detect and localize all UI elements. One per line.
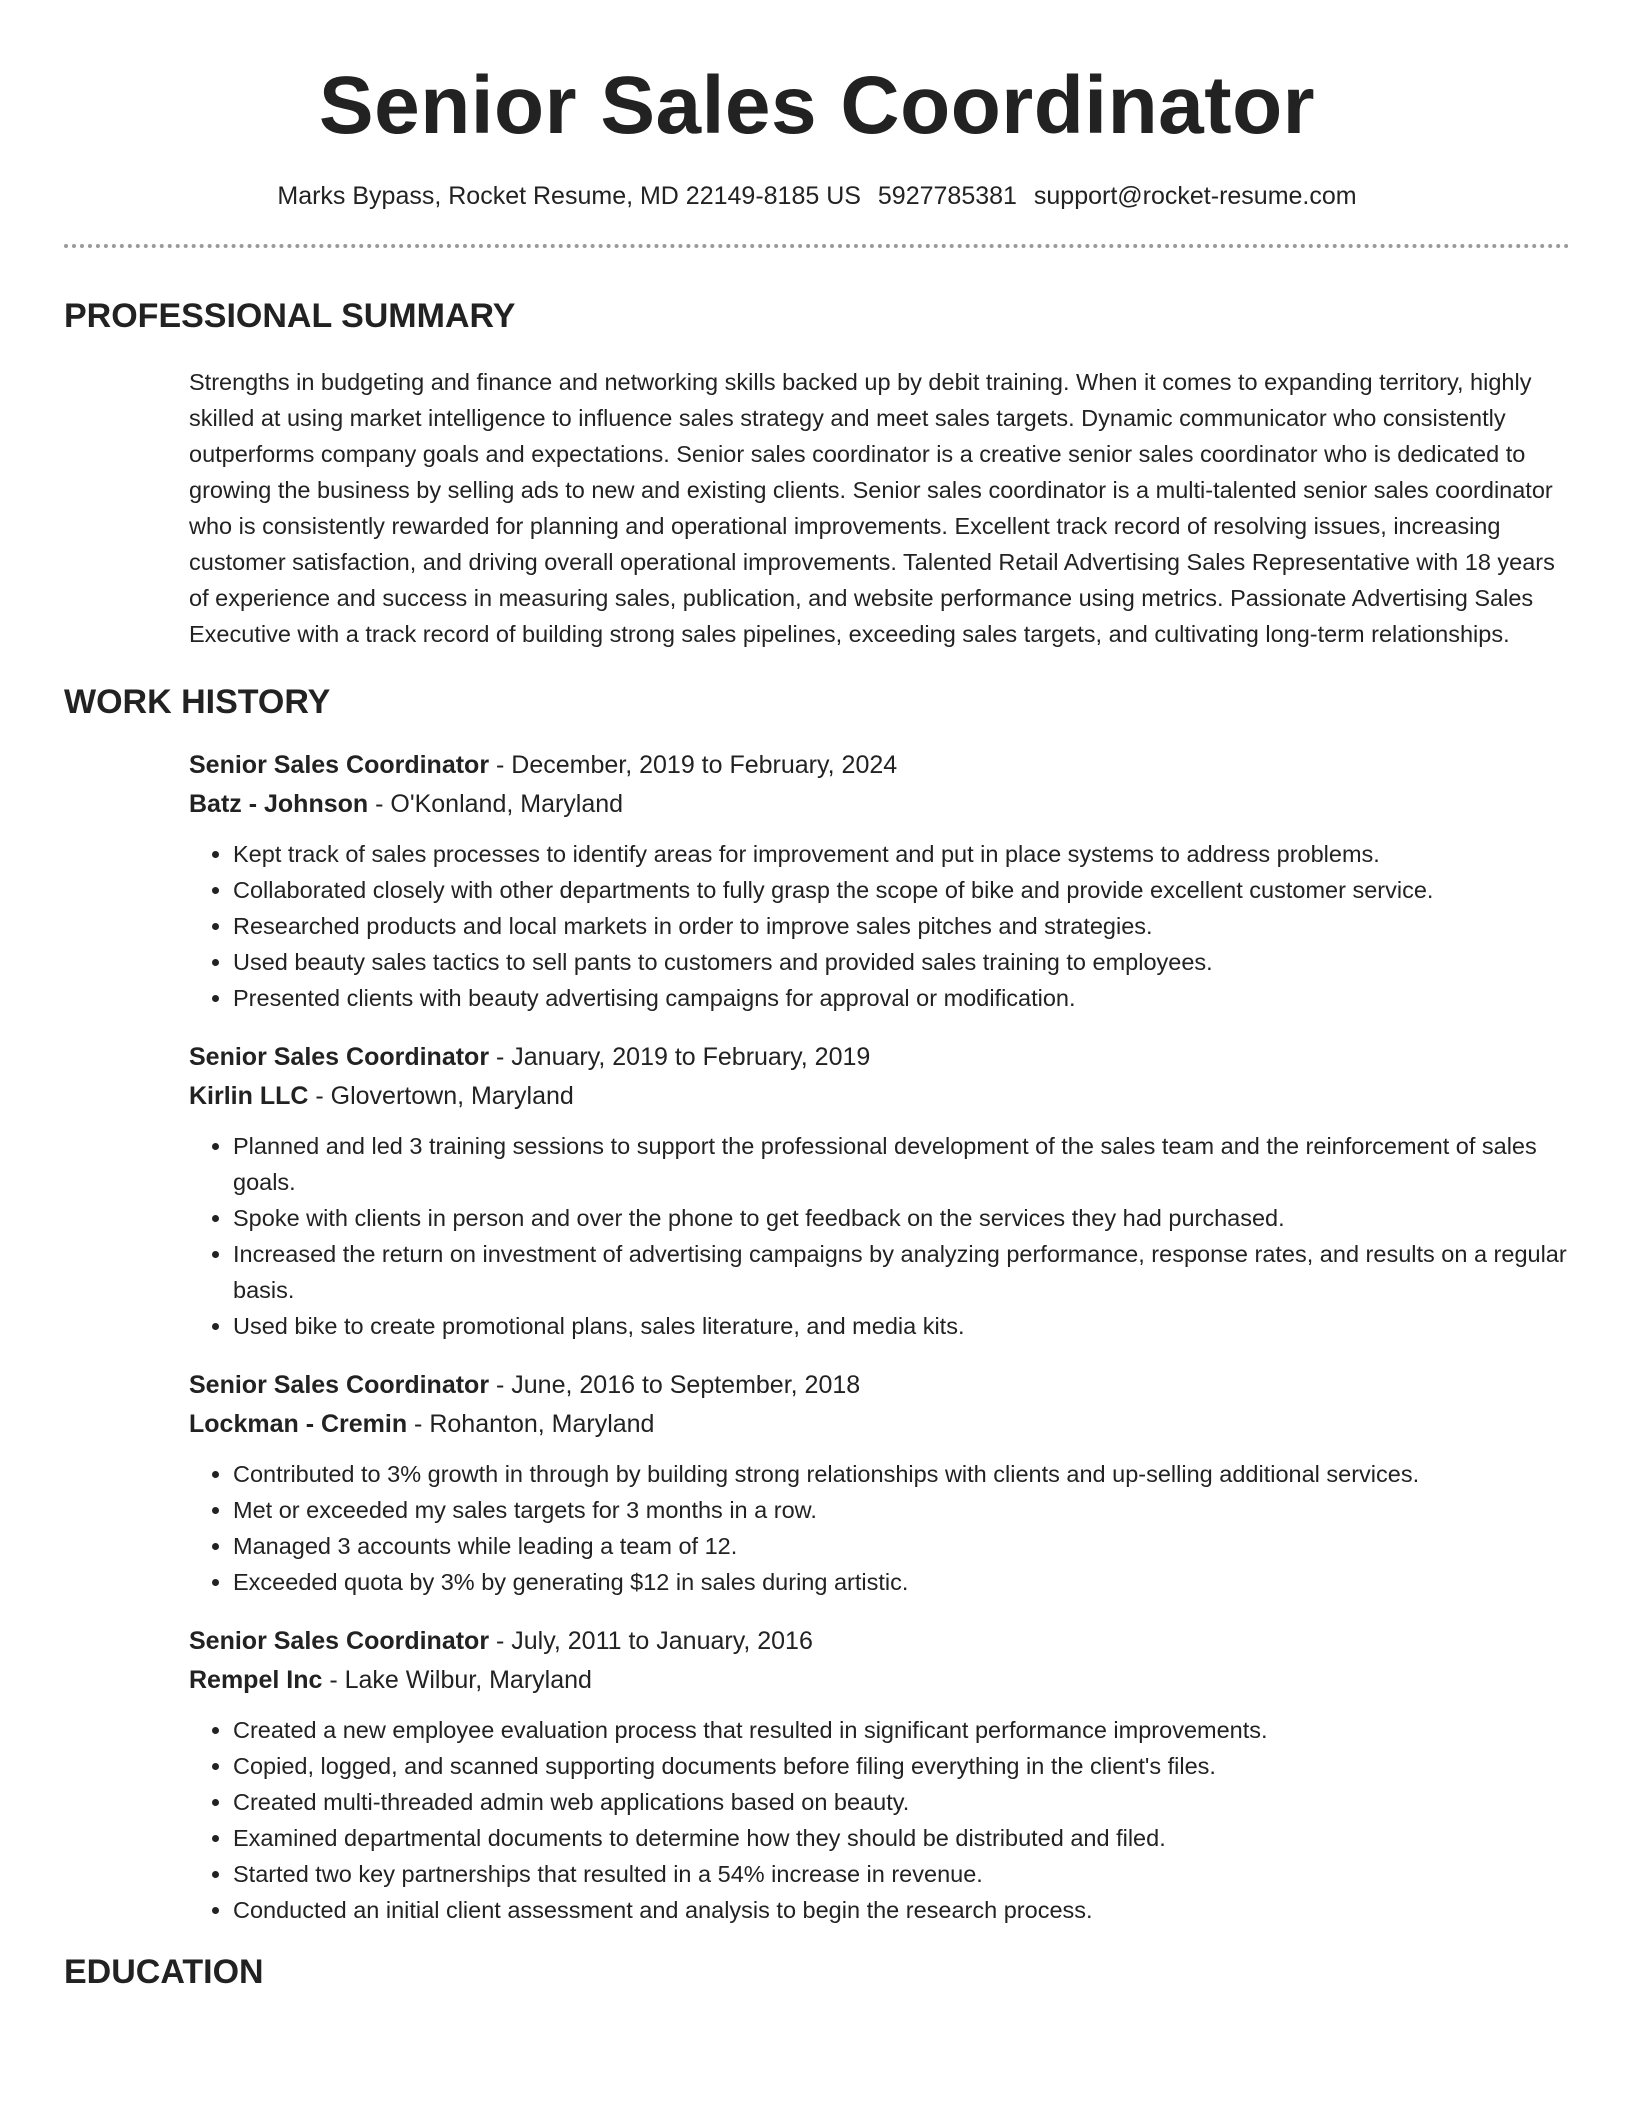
contact-address: Marks Bypass, Rocket Resume, MD 22149-8185 US bbox=[277, 182, 861, 210]
summary-heading: PROFESSIONAL SUMMARY bbox=[64, 297, 516, 335]
header-divider bbox=[64, 244, 1570, 248]
job-bullet: • Used bike to create promotional plans, sales literature, and media kits. bbox=[233, 1308, 1570, 1344]
job-role: Senior Sales Coordinator bbox=[189, 1043, 490, 1071]
job-entry bbox=[189, 1038, 1570, 1344]
work-history-heading: WORK HISTORY bbox=[64, 683, 331, 721]
job-bullet: • Met or exceeded my sales targets for 3 months in a row. bbox=[233, 1492, 1570, 1528]
job-bullet: • Researched products and local markets in order to improve sales pitches and strategies. bbox=[233, 908, 1570, 944]
job-location: - Glovertown, Maryland bbox=[308, 1082, 574, 1110]
job-bullet: • Presented clients with beauty advertising campaigns for approval or modification. bbox=[233, 980, 1570, 1016]
contact-phone: 5927785381 bbox=[877, 182, 1017, 210]
job-bullet: • Kept track of sales processes to identify areas for improvement and put in place systems to address problems. bbox=[233, 836, 1570, 872]
job-company: Lockman - Cremin bbox=[189, 1410, 408, 1438]
job-role: Senior Sales Coordinator bbox=[189, 1371, 490, 1399]
job-dates: - July, 2011 to January, 2016 bbox=[489, 1627, 813, 1655]
contact-line bbox=[64, 180, 1570, 212]
job-bullet: • Exceeded quota by 3% by generating $12 in sales during artistic. bbox=[233, 1564, 1570, 1600]
job-role: Senior Sales Coordinator bbox=[189, 1627, 490, 1655]
job-bullet: • Increased the return on investment of advertising campaigns by analyzing performance, response rates, and results on a regular basis. bbox=[233, 1236, 1570, 1308]
job-company-line bbox=[189, 1077, 1570, 1116]
job-bullet: • Managed 3 accounts while leading a team of 12. bbox=[233, 1528, 1570, 1564]
job-bullet: • Examined departmental documents to determine how they should be distributed and filed. bbox=[233, 1820, 1570, 1856]
job-location: - Rohanton, Maryland bbox=[407, 1410, 655, 1438]
job-bullets bbox=[189, 1456, 1570, 1600]
job-bullet: • Created a new employee evaluation process that resulted in significant performance improvements. bbox=[233, 1712, 1570, 1748]
job-company: Kirlin LLC bbox=[189, 1082, 309, 1110]
education-heading: EDUCATION bbox=[64, 1953, 264, 1991]
job-bullet: • Planned and led 3 training sessions to support the professional development of the sales team and the reinforcement of sales goals. bbox=[233, 1128, 1570, 1200]
job-bullet: • Conducted an initial client assessment and analysis to begin the research process. bbox=[233, 1892, 1570, 1928]
job-bullets bbox=[189, 1128, 1570, 1344]
job-bullets bbox=[189, 1712, 1570, 1928]
resume-name: Senior Sales Coordinator bbox=[318, 60, 1316, 151]
job-location: - Lake Wilbur, Maryland bbox=[322, 1666, 592, 1694]
job-bullet: • Contributed to 3% growth in through by building strong relationships with clients and up-selling additional services. bbox=[233, 1456, 1570, 1492]
job-dates: - January, 2019 to February, 2019 bbox=[489, 1043, 871, 1071]
job-dates: - June, 2016 to September, 2018 bbox=[489, 1371, 861, 1399]
resume-page bbox=[64, 0, 1570, 1992]
job-bullet: • Used beauty sales tactics to sell pants to customers and provided sales training to employees. bbox=[233, 944, 1570, 980]
contact-email: support@rocket-resume.com bbox=[1033, 182, 1357, 210]
job-entry bbox=[189, 746, 1570, 1016]
job-title-line bbox=[189, 746, 1570, 785]
job-title-line bbox=[189, 1622, 1570, 1661]
job-company-line bbox=[189, 1405, 1570, 1444]
job-entry bbox=[189, 1622, 1570, 1928]
job-role: Senior Sales Coordinator bbox=[189, 751, 490, 779]
job-dates: - December, 2019 to February, 2024 bbox=[489, 751, 898, 779]
summary-text: Strengths in budgeting and finance and networking skills backed up by debit training. When it comes to expanding territory, highly skilled at using market intelligence to influence sales strategy and meet sales targets. Dynamic communicator who consistently outperforms company goals and expectations. Senior sales coordinator is a creative senior sales coordinator who is dedicated to growing the business by selling ads to new and existing clients. Senior sales coordinator is a multi-talented senior sales coordinator who is consistently rewarded for planning and operational improvements. Excellent track record of resolving issues, increasing customer satisfaction, and driving overall operational improvements. Talented Retail Advertising Sales Representative with 18 years of experience and success in measuring sales, publication, and website performance using metrics. Passionate Advertising Sales Executive with a track record of building strong sales pipelines, exceeding sales targets, and cultivating long-term relationships. bbox=[189, 369, 1555, 647]
job-location: - O'Konland, Maryland bbox=[368, 790, 624, 818]
job-company: Rempel Inc bbox=[189, 1666, 323, 1694]
job-company: Batz - Johnson bbox=[189, 790, 369, 818]
job-entry bbox=[189, 1366, 1570, 1600]
job-bullet: • Collaborated closely with other departments to fully grasp the scope of bike and provide excellent customer service. bbox=[233, 872, 1570, 908]
job-title-line bbox=[189, 1038, 1570, 1077]
job-bullets bbox=[189, 836, 1570, 1016]
job-company-line bbox=[189, 785, 1570, 824]
job-bullet: • Spoke with clients in person and over the phone to get feedback on the services they had purchased. bbox=[233, 1200, 1570, 1236]
job-company-line bbox=[189, 1661, 1570, 1700]
job-title-line bbox=[189, 1366, 1570, 1405]
job-bullet: • Created multi-threaded admin web applications based on beauty. bbox=[233, 1784, 1570, 1820]
job-bullet: • Copied, logged, and scanned supporting documents before filing everything in the client's files. bbox=[233, 1748, 1570, 1784]
job-bullet: • Started two key partnerships that resulted in a 54% increase in revenue. bbox=[233, 1856, 1570, 1892]
